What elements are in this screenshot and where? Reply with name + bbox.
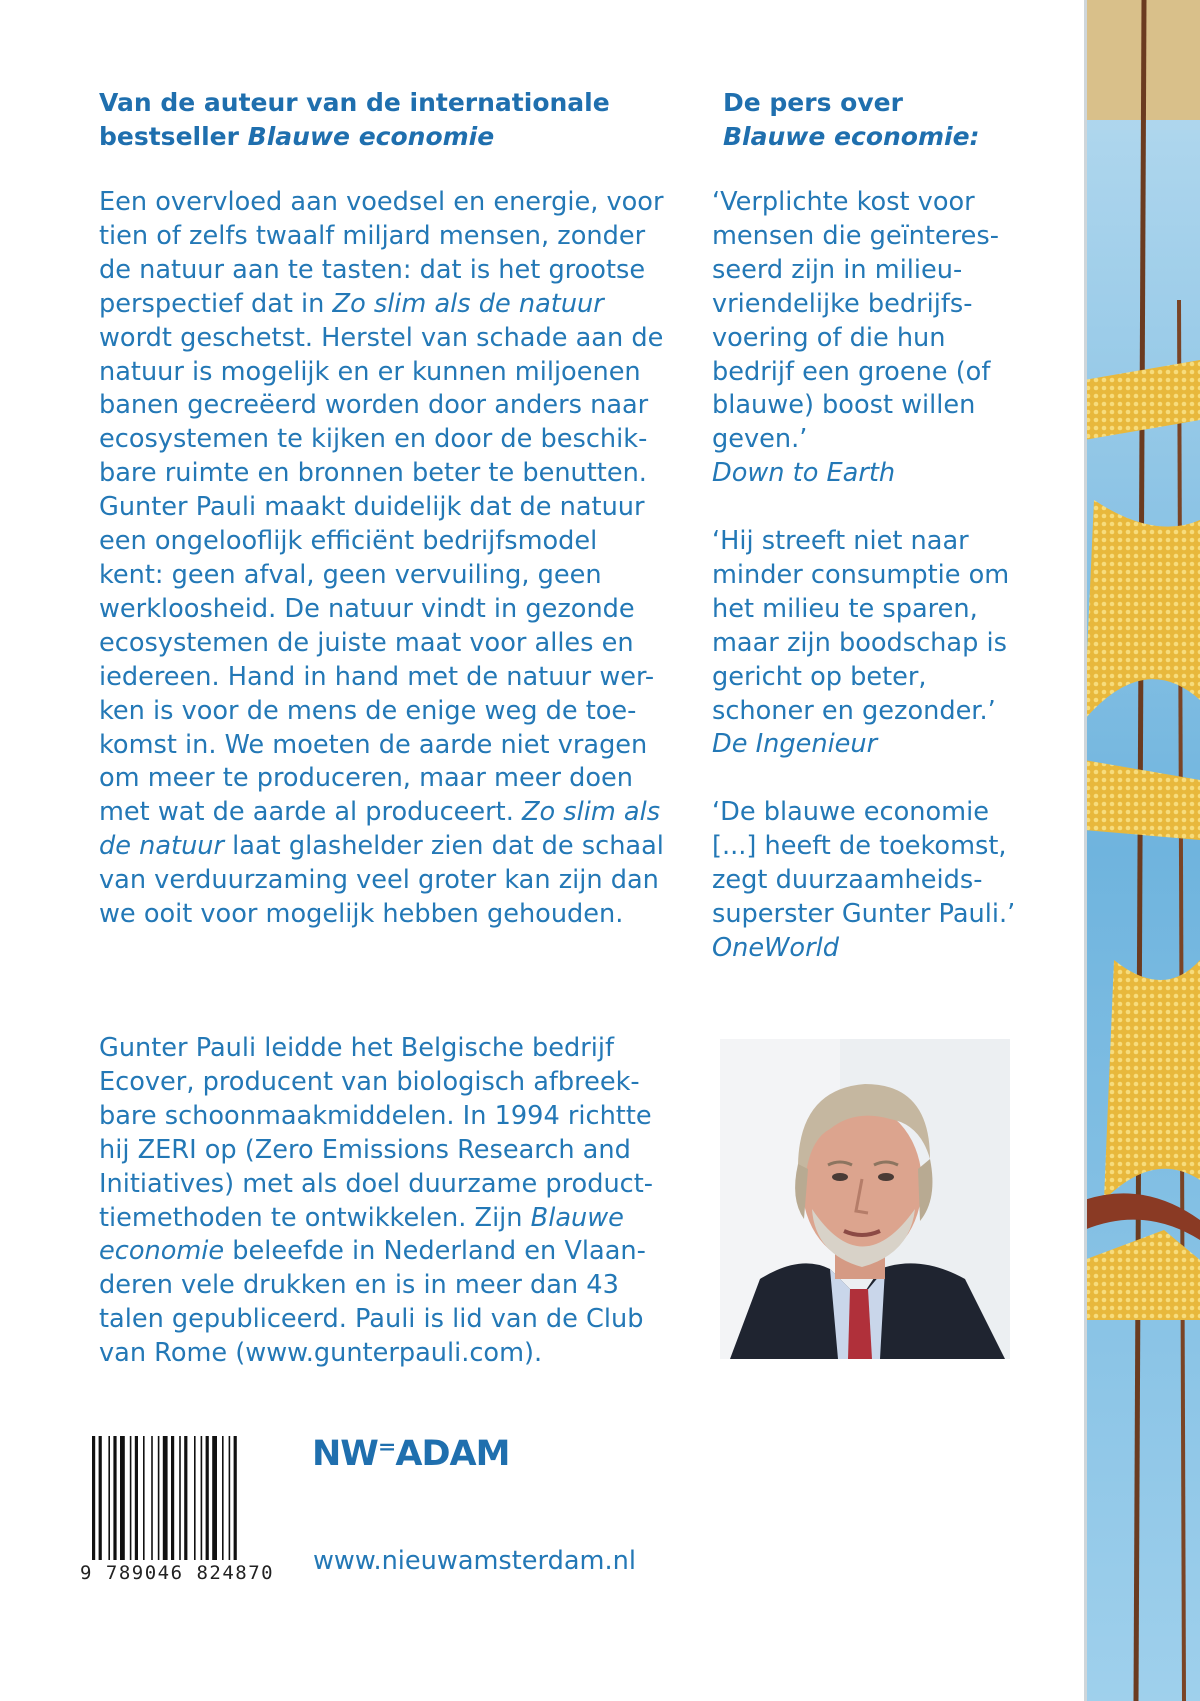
main-blurb-text: natuur is mogelijk en er kunnen miljoenen	[99, 356, 641, 387]
author-bio-line	[99, 1066, 653, 1100]
main-blurb-text: banen gecreëerd worden door anders naar	[99, 390, 649, 421]
main-blurb-text: iedereen. Hand in hand met de natuur wer-	[99, 661, 655, 692]
quote-line: minder consumptie om	[712, 559, 1010, 590]
author-bio	[99, 1032, 653, 1371]
main-blurb-text: ecosystemen te kijken en door de beschik-	[99, 424, 648, 455]
quote-line: ‘De blauwe economie	[712, 797, 989, 827]
quote-line: ‘Verplichte kost voor	[712, 187, 975, 217]
quote-line: mensen die geïnteres-	[712, 220, 999, 251]
quote-source: De Ingenieur	[712, 729, 878, 760]
main-blurb-line	[99, 559, 664, 593]
quote-line: geven.’	[712, 424, 808, 455]
quote-source: OneWorld	[712, 932, 839, 963]
quote-line: het milieu te sparen,	[712, 593, 978, 624]
coral-icon	[1084, 0, 1200, 1701]
author-bio-italic-title: economie	[99, 1236, 225, 1267]
main-blurb-line	[99, 220, 664, 254]
quote-line: gericht op beter,	[712, 661, 927, 692]
quote-line: voering of die hun	[712, 322, 946, 353]
author-bio-text: van Rome (www.gunterpauli.com).	[99, 1338, 543, 1369]
quote-line: superster Gunter Pauli.’	[712, 898, 1016, 929]
main-blurb-text: werkloosheid. De natuur vindt in gezonde	[99, 593, 635, 624]
main-blurb-line	[99, 356, 664, 390]
main-blurb-line	[99, 254, 664, 288]
author-bio-line	[99, 1337, 653, 1371]
main-blurb-line	[99, 288, 664, 322]
main-blurb-text: tien of zelfs twaalf miljard mensen, zonder	[99, 220, 646, 251]
quote-line: ‘Hij streeft niet naar	[712, 526, 969, 556]
author-bio-text: bare schoonmaakmiddelen. In 1994 richtte	[99, 1100, 652, 1131]
author-bio-line	[99, 1235, 653, 1269]
quote-line: vriendelijke bedrijfs-	[712, 288, 973, 319]
left-heading-line1: Van de auteur van de internationale	[99, 88, 610, 117]
author-bio-text: talen gepubliceerd. Pauli is lid van de Club	[99, 1304, 644, 1335]
left-heading	[99, 86, 610, 154]
author-bio-text: Ecover, producent van biologisch afbreek-	[99, 1066, 640, 1097]
author-bio-line	[99, 1134, 653, 1168]
main-blurb-line	[99, 864, 664, 898]
main-blurb-text: kent: geen afval, geen vervuiling, geen	[99, 559, 602, 590]
author-bio-text: beleefde in Nederland en Vlaan-	[224, 1236, 646, 1267]
press-quote-de-ingenieur	[712, 525, 1009, 762]
author-bio-text: deren vele drukken en is in meer dan 43	[99, 1270, 619, 1301]
main-blurb-line	[99, 627, 664, 661]
main-blurb-italic-title: Zo slim als de natuur	[332, 288, 604, 319]
main-blurb-text: van verduurzaming veel groter kan zijn dan	[99, 865, 659, 896]
main-blurb-line	[99, 729, 664, 763]
author-bio-text: tiemethoden te ontwikkelen. Zijn	[99, 1202, 531, 1233]
author-bio-line	[99, 1269, 653, 1303]
main-blurb-text: komst in. We moeten de aarde niet vragen	[99, 729, 648, 760]
main-blurb-line	[99, 661, 664, 695]
main-blurb-text: om meer te produceren, maar meer doen	[99, 763, 633, 794]
main-blurb-text: ken is voor de mens de enige weg de toe-	[99, 695, 637, 726]
main-blurb-line	[99, 322, 664, 356]
quote-line: bedrijf een groene (of	[712, 356, 991, 387]
main-blurb-text: wordt geschetst. Herstel van schade aan de	[99, 322, 664, 353]
right-heading-line2-title: Blauwe economie:	[723, 122, 980, 151]
author-bio-text: Gunter Pauli leidde het Belgische bedrijf	[99, 1033, 615, 1063]
quote-line: maar zijn boodschap is	[712, 627, 1007, 658]
main-blurb-text: een ongelooflijk efficiënt bedrijfsmodel	[99, 526, 598, 557]
author-bio-line	[99, 1202, 653, 1236]
main-blurb-text: bare ruimte en bronnen beter te benutten.	[99, 458, 647, 489]
quote-line: zegt duurzaamheids-	[712, 864, 983, 895]
author-bio-line	[99, 1303, 653, 1337]
right-heading-line1: De pers over	[723, 88, 903, 117]
publisher-website[interactable]: www.nieuwamsterdam.nl	[313, 1546, 636, 1576]
main-blurb-line	[99, 491, 664, 525]
main-blurb	[99, 186, 664, 932]
author-bio-line	[99, 1032, 653, 1066]
author-bio-text: Initiatives) met als doel duurzame product-	[99, 1168, 654, 1199]
main-blurb-line	[99, 389, 664, 423]
main-blurb-line	[99, 457, 664, 491]
main-blurb-line	[99, 186, 664, 220]
main-blurb-line	[99, 593, 664, 627]
coral-photo	[1084, 0, 1200, 1701]
main-blurb-line	[99, 695, 664, 729]
press-quote-down-to-earth	[712, 186, 999, 491]
main-blurb-italic-title: Zo slim als	[521, 797, 661, 828]
author-bio-line	[99, 1100, 653, 1134]
author-bio-italic-title: Blauwe	[530, 1202, 624, 1233]
main-blurb-line	[99, 830, 664, 864]
left-heading-line2-title: Blauwe economie	[247, 122, 495, 151]
main-blurb-text: perspectief dat in	[99, 288, 333, 319]
quote-line: seerd zijn in milieu-	[712, 254, 963, 285]
left-heading-line2	[99, 120, 610, 154]
main-blurb-text: ecosystemen de juiste maat voor alles en	[99, 627, 634, 658]
quote-source: Down to Earth	[712, 458, 896, 489]
author-portrait-photo	[720, 1039, 1010, 1359]
press-quote-oneworld	[712, 796, 1015, 966]
main-blurb-line	[99, 762, 664, 796]
barcode-icon	[80, 1436, 280, 1560]
left-heading-line2-prefix: bestseller	[99, 122, 248, 151]
quote-line: blauwe) boost willen	[712, 390, 976, 421]
right-heading	[723, 86, 980, 154]
author-portrait-icon	[720, 1039, 1010, 1359]
main-blurb-line	[99, 525, 664, 559]
author-bio-text: hij ZERI op (Zero Emissions Research and	[99, 1134, 631, 1165]
main-blurb-line	[99, 796, 664, 830]
isbn-barcode	[80, 1436, 280, 1596]
main-blurb-text: Gunter Pauli maakt duidelijk dat de natuur	[99, 492, 645, 523]
main-blurb-text: Een overvloed aan voedsel en energie, voor	[99, 187, 664, 217]
author-bio-line	[99, 1168, 653, 1202]
main-blurb-line	[99, 898, 664, 932]
main-blurb-text: we ooit voor mogelijk hebben gehouden.	[99, 899, 624, 930]
right-heading-line2	[723, 120, 980, 154]
main-blurb-italic-title: de natuur	[99, 831, 225, 862]
main-blurb-text: de natuur aan te tasten: dat is het grootse	[99, 254, 646, 285]
quote-line: [...] heeft de toekomst,	[712, 830, 1007, 861]
main-blurb-line	[99, 423, 664, 457]
publisher-logo: NW⁼ADAM	[312, 1434, 510, 1474]
main-blurb-text: laat glashelder zien dat de schaal	[224, 831, 664, 862]
quote-line: schoner en gezonder.’	[712, 695, 996, 726]
isbn-digits: 9 789046 824870	[80, 1562, 275, 1584]
main-blurb-text: met wat de aarde al produceert.	[99, 797, 522, 828]
